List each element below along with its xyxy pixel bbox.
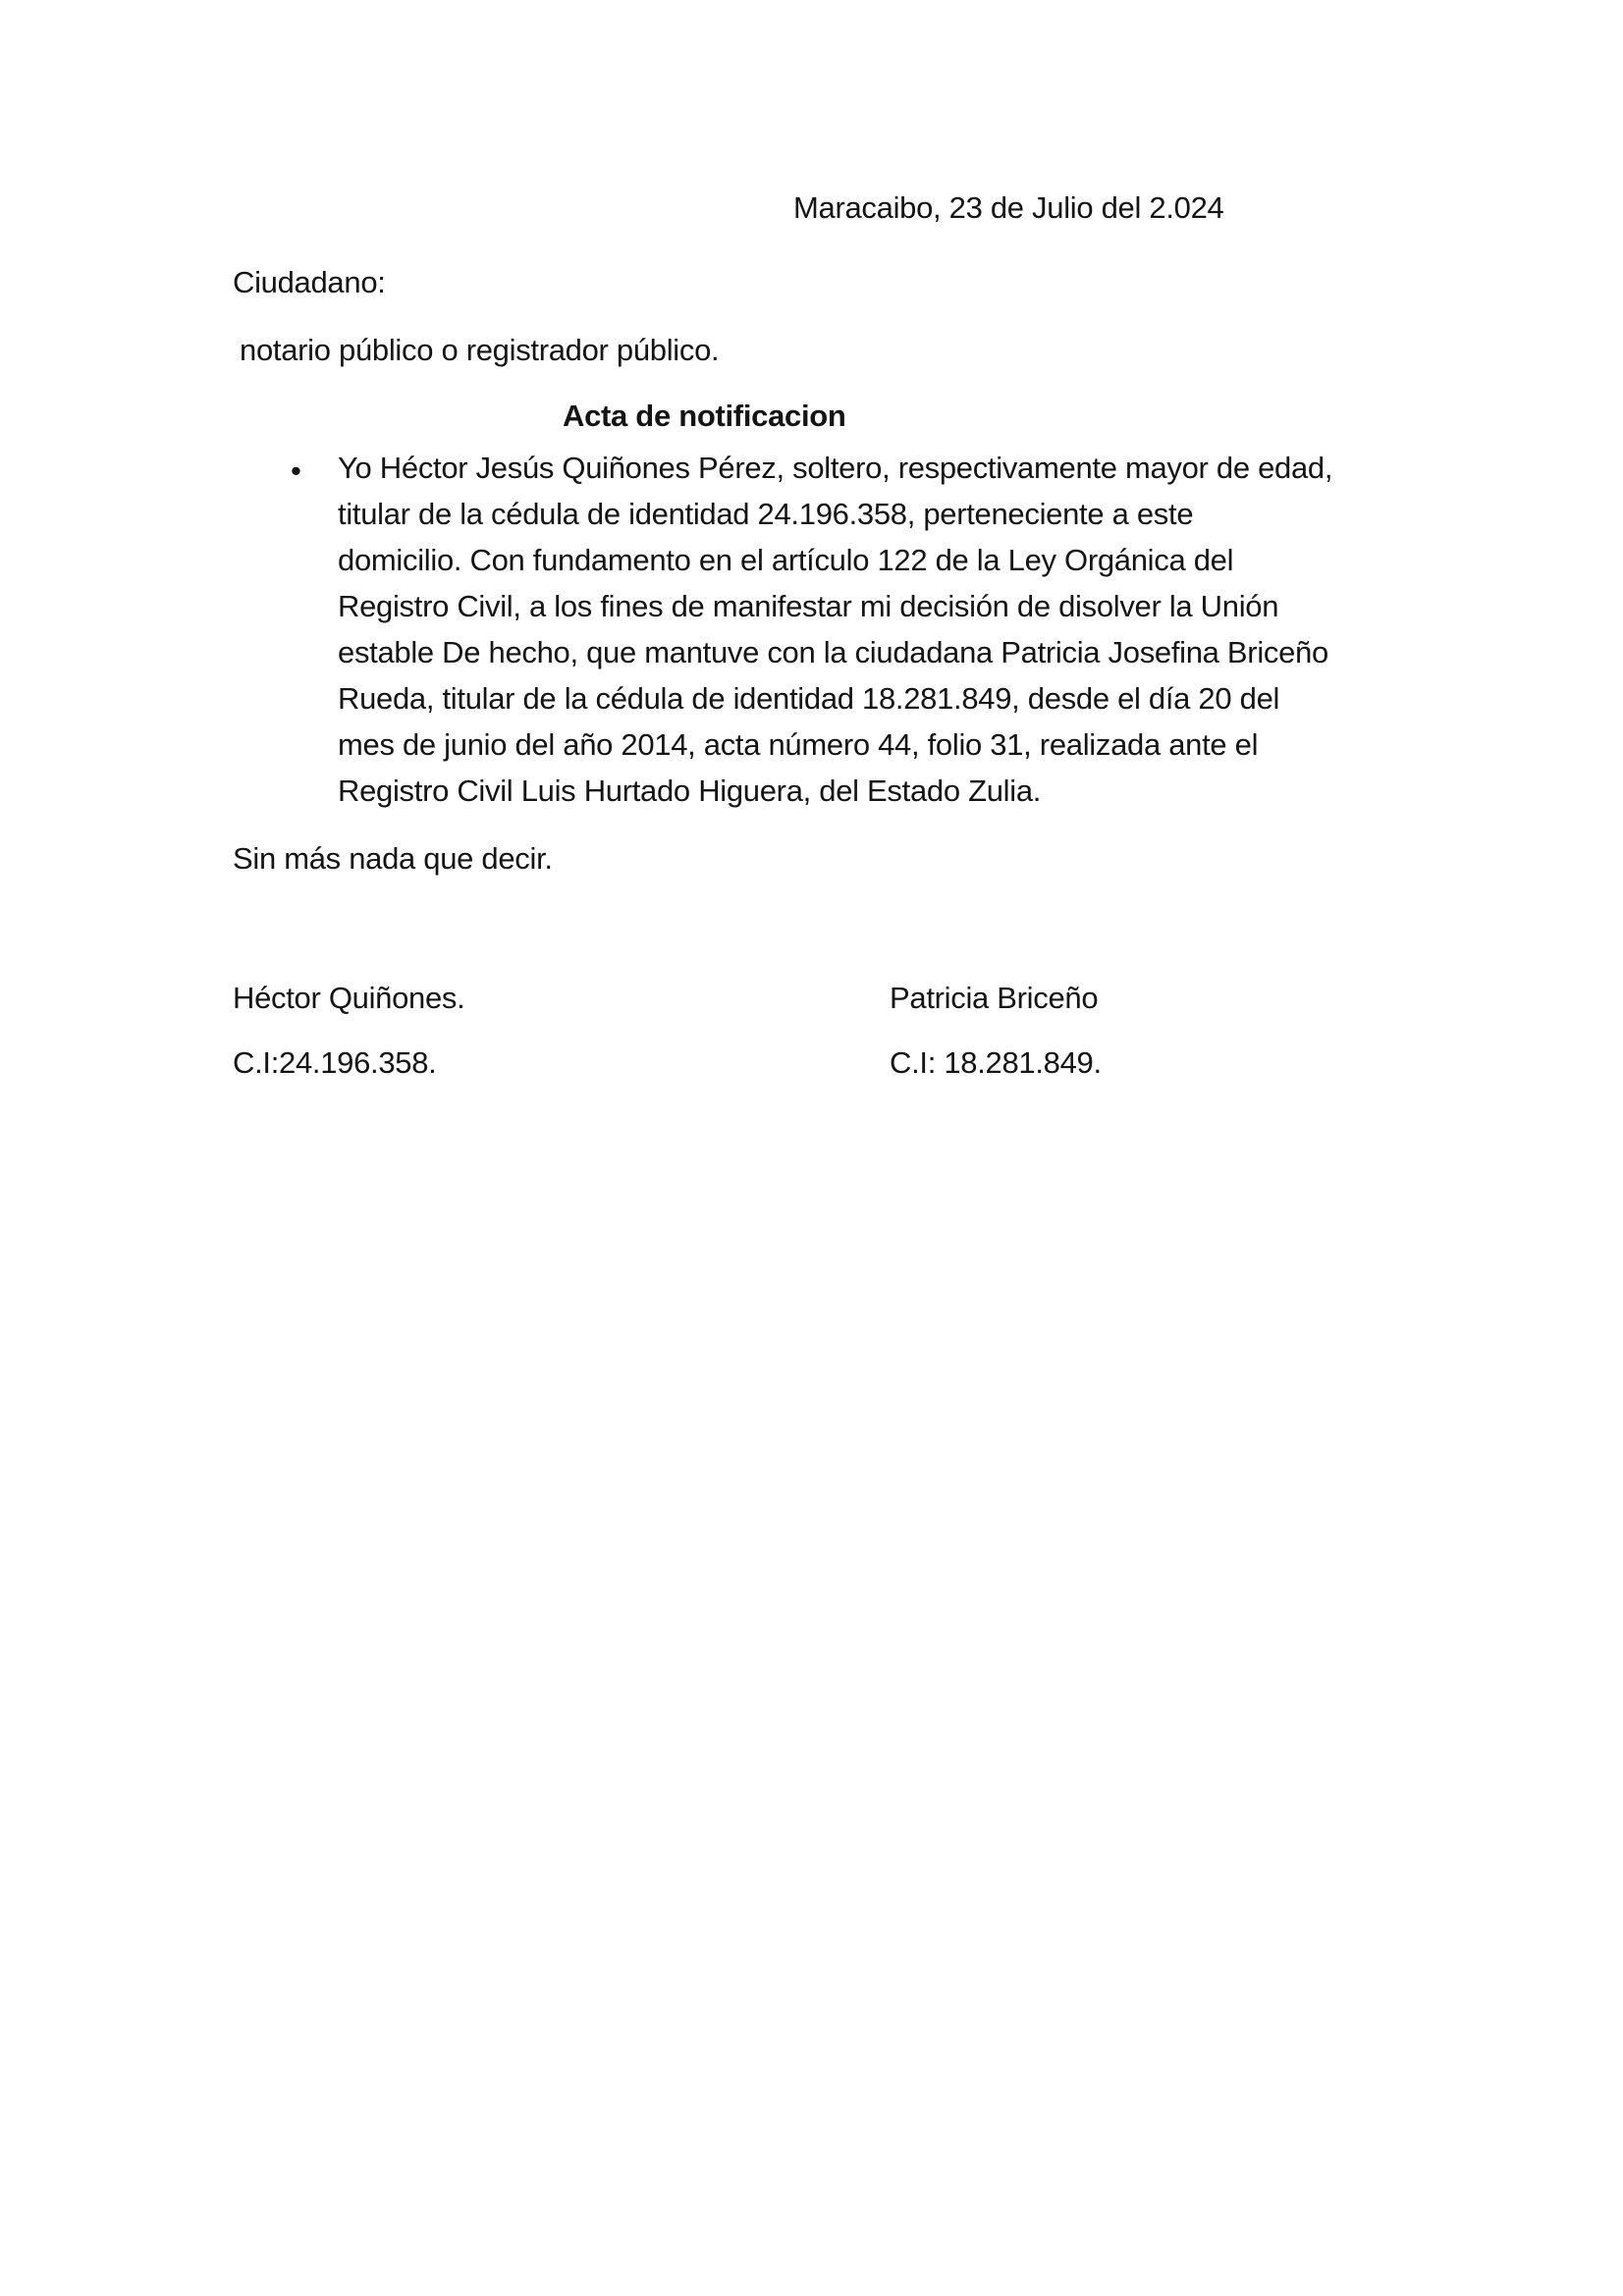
signature-name-right: Patricia Briceño bbox=[890, 981, 1099, 1015]
signature-cedula-left: C.I:24.196.358. bbox=[233, 1045, 437, 1080]
recipient-role: notario público o registrador público. bbox=[240, 333, 720, 367]
body-line: Registro Civil, a los fines de manifestar mi decisión de disolver la Unión bbox=[338, 589, 1279, 623]
body-line: Rueda, titular de la cédula de identidad 18.281.849, desde el día 20 del bbox=[338, 681, 1280, 716]
body-line: titular de la cédula de identidad 24.196.358, perteneciente a este bbox=[338, 497, 1194, 531]
body-line: mes de junio del año 2014, acta número 44, folio 31, realizada ante el bbox=[338, 727, 1259, 762]
document-title: Acta de notificacion bbox=[563, 399, 846, 433]
body-line: Registro Civil Luis Hurtado Higuera, del Estado Zulia. bbox=[338, 774, 1042, 808]
body-line: Yo Héctor Jesús Quiñones Pérez, soltero, respectivamente mayor de edad, bbox=[338, 451, 1333, 485]
signature-cedula-right: C.I: 18.281.849. bbox=[890, 1045, 1102, 1080]
signature-name-left: Héctor Quiñones. bbox=[233, 981, 465, 1015]
body-line: domicilio. Con fundamento en el artículo 122 de la Ley Orgánica del bbox=[338, 543, 1234, 577]
recipient-label: Ciudadano: bbox=[233, 265, 386, 299]
body-line: estable De hecho, que mantuve con la ciudadana Patricia Josefina Briceño bbox=[338, 635, 1328, 669]
list-bullet-icon: • bbox=[291, 454, 301, 488]
date-line: Maracaibo, 23 de Julio del 2.024 bbox=[793, 190, 1224, 225]
closing-line: Sin más nada que decir. bbox=[233, 841, 553, 876]
body-paragraph bbox=[338, 445, 1332, 814]
